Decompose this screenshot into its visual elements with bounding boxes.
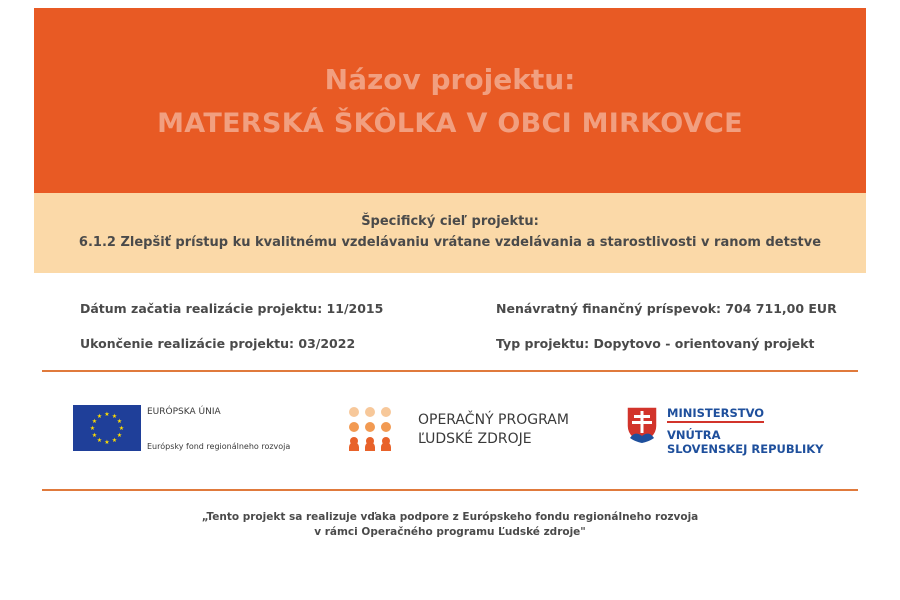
project-poster — [34, 8, 866, 592]
svg-text:★: ★ — [116, 418, 123, 425]
divider-bottom — [42, 489, 858, 491]
svg-text:★: ★ — [104, 439, 110, 446]
ministry-line2: VNÚTRA — [667, 428, 721, 442]
svg-text:★: ★ — [89, 425, 96, 432]
funding-statement — [34, 510, 866, 540]
svg-text:★: ★ — [91, 418, 98, 425]
svg-text:★: ★ — [91, 432, 98, 439]
svg-text:★: ★ — [104, 411, 110, 418]
start-date: Dátum začatia realizácie projektu: 11/2015 — [80, 301, 384, 316]
project-name: MATERSKÁ ŠKÔLKA V OBCI MIRKOVCE — [157, 107, 743, 139]
divider-top — [42, 370, 858, 372]
objective-label: Špecifický cieľ projektu: — [361, 214, 539, 229]
slovak-coat-of-arms-icon — [626, 406, 658, 444]
oplz-dots-icon — [346, 406, 396, 454]
ministry-label: MINISTERSTVO — [667, 406, 764, 423]
svg-text:★: ★ — [111, 413, 118, 420]
objective-text: 6.1.2 Zlepšiť prístup ku kvalitnému vzdelávaniu vrátane vzdelávania a starostlivosti v ranom detstve — [78, 235, 822, 250]
ministry-line3: SLOVENSKEJ REPUBLIKY — [667, 442, 824, 456]
svg-text:★: ★ — [116, 432, 123, 439]
svg-text:★: ★ — [111, 437, 118, 444]
eu-flag-icon — [73, 405, 141, 451]
svg-text:★: ★ — [118, 425, 125, 432]
svg-text:★: ★ — [96, 413, 103, 420]
end-date: Ukončenie realizácie projektu: 03/2022 — [80, 336, 356, 351]
oplz-label — [418, 411, 569, 449]
project-type: Typ projektu: Dopytovo - orientovaný projekt — [496, 336, 815, 351]
oplz-line1: OPERAČNÝ PROGRAM — [418, 412, 569, 428]
title-band — [34, 8, 866, 193]
grant-amount: Nenávratný finančný príspevok: 704 711,00 EUR — [496, 301, 837, 316]
project-name-label: Názov projektu: — [324, 62, 576, 96]
ministry-sublabel — [667, 428, 823, 456]
svg-text:★: ★ — [96, 437, 103, 444]
erdf-label: Európsky fond regionálneho rozvoja — [147, 442, 291, 451]
eu-label: EURÓPSKA ÚNIA — [147, 407, 221, 417]
objective-band — [34, 193, 866, 273]
funding-line2: v rámci Operačného programu Ľudské zdroje" — [314, 526, 586, 538]
funding-line1: „Tento projekt sa realizuje vďaka podpore z Európskeho fondu regionálneho rozvoja — [201, 511, 699, 523]
oplz-line2: ĽUDSKÉ ZDROJE — [418, 431, 532, 447]
